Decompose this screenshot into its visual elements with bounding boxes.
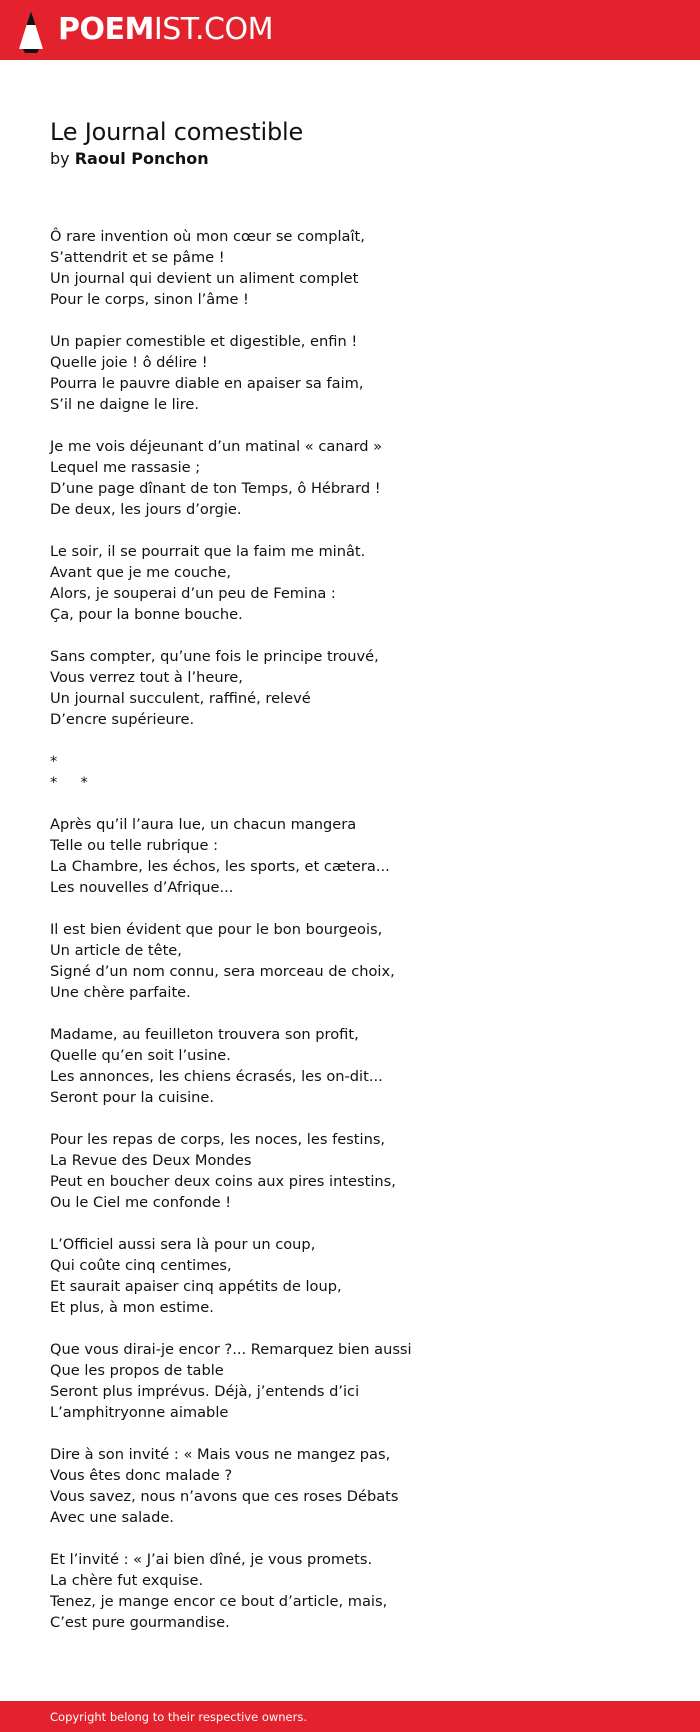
stanza	[50, 331, 650, 415]
poem-line: Vous savez, nous n’avons que ces roses Débats	[50, 1488, 399, 1505]
stanza	[50, 541, 650, 625]
poem-line: Les annonces, les chiens écrasés, les on-dit...	[50, 1068, 383, 1085]
poem-line: Sans compter, qu’une fois le principe trouvé,	[50, 648, 379, 665]
stanza	[50, 646, 650, 730]
poem-line: C’est pure gourmandise.	[50, 1614, 230, 1631]
stanza	[50, 814, 650, 898]
poem-line: *	[50, 753, 58, 770]
stanza	[50, 751, 650, 793]
poem-line: Quelle qu’en soit l’usine.	[50, 1047, 231, 1064]
poem-line: Vous êtes donc malade ?	[50, 1467, 233, 1484]
stanza	[50, 226, 650, 310]
poem-line: L’amphitryonne aimable	[50, 1404, 229, 1421]
poem-line: L’Officiel aussi sera là pour un coup,	[50, 1236, 316, 1253]
poem-line: Un journal qui devient un aliment complet	[50, 270, 359, 287]
poem-body	[50, 226, 650, 1633]
poem-line: De deux, les jours d’orgie.	[50, 501, 242, 518]
poem-line: Ô rare invention où mon cœur se complaît,	[50, 228, 365, 245]
poem-line: Peut en boucher deux coins aux pires intestins,	[50, 1173, 396, 1190]
poem-line: Un journal succulent, raffiné, relevé	[50, 690, 311, 707]
stanza	[50, 1444, 650, 1528]
logo-text-light: IST.COM	[153, 12, 273, 47]
byline	[50, 148, 650, 170]
poem-line: Madame, au feuilleton trouvera son profit,	[50, 1026, 359, 1043]
poem-line: Dire à son invité : « Mais vous ne mangez pas,	[50, 1446, 391, 1463]
poem-line: Vous verrez tout à l’heure,	[50, 669, 243, 686]
poem-line: Les nouvelles d’Afrique...	[50, 879, 234, 896]
poem-line: Que vous dirai-je encor ?... Remarquez bien aussi	[50, 1341, 412, 1358]
poem-line: Avec une salade.	[50, 1509, 174, 1526]
poem-line: Ça, pour la bonne bouche.	[50, 606, 243, 623]
stanza	[50, 436, 650, 520]
byline-prefix: by	[50, 149, 70, 168]
stanza	[50, 919, 650, 1003]
poem-line: Telle ou telle rubrique :	[50, 837, 218, 854]
poem-line: Un papier comestible et digestible, enfin !	[50, 333, 358, 350]
poem-line: S’attendrit et se pâme !	[50, 249, 225, 266]
poem-line: Un article de tête,	[50, 942, 182, 959]
poem-line: D’une page dînant de ton Temps, ô Hébrard !	[50, 480, 381, 497]
poem-line: Lequel me rassasie ;	[50, 459, 201, 476]
site-header	[0, 0, 700, 60]
stanza	[50, 1339, 650, 1423]
copyright-text: Copyright belong to their respective owners.	[50, 1709, 308, 1724]
poem-line: Signé d’un nom connu, sera morceau de choix,	[50, 963, 395, 980]
site-logo-link[interactable]	[58, 12, 273, 47]
poem-line: Je me vois déjeunant d’un matinal « canard »	[50, 438, 383, 455]
poem-line: Ou le Ciel me confonde !	[50, 1194, 232, 1211]
poem-line: La Chambre, les échos, les sports, et cætera...	[50, 858, 390, 875]
poem-line: Il est bien évident que pour le bon bourgeois,	[50, 921, 383, 938]
stanza	[50, 1129, 650, 1213]
poem-line: Que les propos de table	[50, 1362, 224, 1379]
poem-line: Tenez, je mange encor ce bout d’article, mais,	[50, 1593, 388, 1610]
poem-article	[50, 118, 650, 1654]
poem-line: Quelle joie ! ô délire !	[50, 354, 208, 371]
poem-line: Et saurait apaiser cinq appétits de loup,	[50, 1278, 342, 1295]
stanza	[50, 1024, 650, 1108]
poem-line: S’il ne daigne le lire.	[50, 396, 199, 413]
poem-line: Seront plus imprévus. Déjà, j’entends d’ici	[50, 1383, 360, 1400]
stanza	[50, 1234, 650, 1318]
poem-line: Après qu’il l’aura lue, un chacun mangera	[50, 816, 357, 833]
stanza	[50, 1549, 650, 1633]
poem-line: D’encre supérieure.	[50, 711, 195, 728]
poem-line: Pour le corps, sinon l’âme !	[50, 291, 249, 308]
site-footer	[0, 1701, 700, 1732]
poem-line: La chère fut exquise.	[50, 1572, 204, 1589]
poem-line: Et l’invité : « J’ai bien dîné, je vous promets.	[50, 1551, 373, 1568]
poem-line: Le soir, il se pourrait que la faim me minât.	[50, 543, 366, 560]
poem-line: Et plus, à mon estime.	[50, 1299, 214, 1316]
poem-line: La Revue des Deux Mondes	[50, 1152, 252, 1169]
poem-line: Pourra le pauvre diable en apaiser sa faim,	[50, 375, 364, 392]
poem-line: * *	[50, 774, 88, 791]
author-link[interactable]: Raoul Ponchon	[74, 149, 209, 168]
poem-line: Une chère parfaite.	[50, 984, 191, 1001]
poem-line: Qui coûte cinq centimes,	[50, 1257, 232, 1274]
pencil-tip-icon[interactable]	[18, 9, 44, 53]
poem-line: Seront pour la cuisine.	[50, 1089, 215, 1106]
poem-title: Le Journal comestible	[50, 118, 304, 146]
poem-line: Alors, je souperai d’un peu de Femina :	[50, 585, 336, 602]
poem-line: Avant que je me couche,	[50, 564, 232, 581]
logo-text-strong: POEM	[58, 12, 154, 47]
poem-line: Pour les repas de corps, les noces, les festins,	[50, 1131, 386, 1148]
